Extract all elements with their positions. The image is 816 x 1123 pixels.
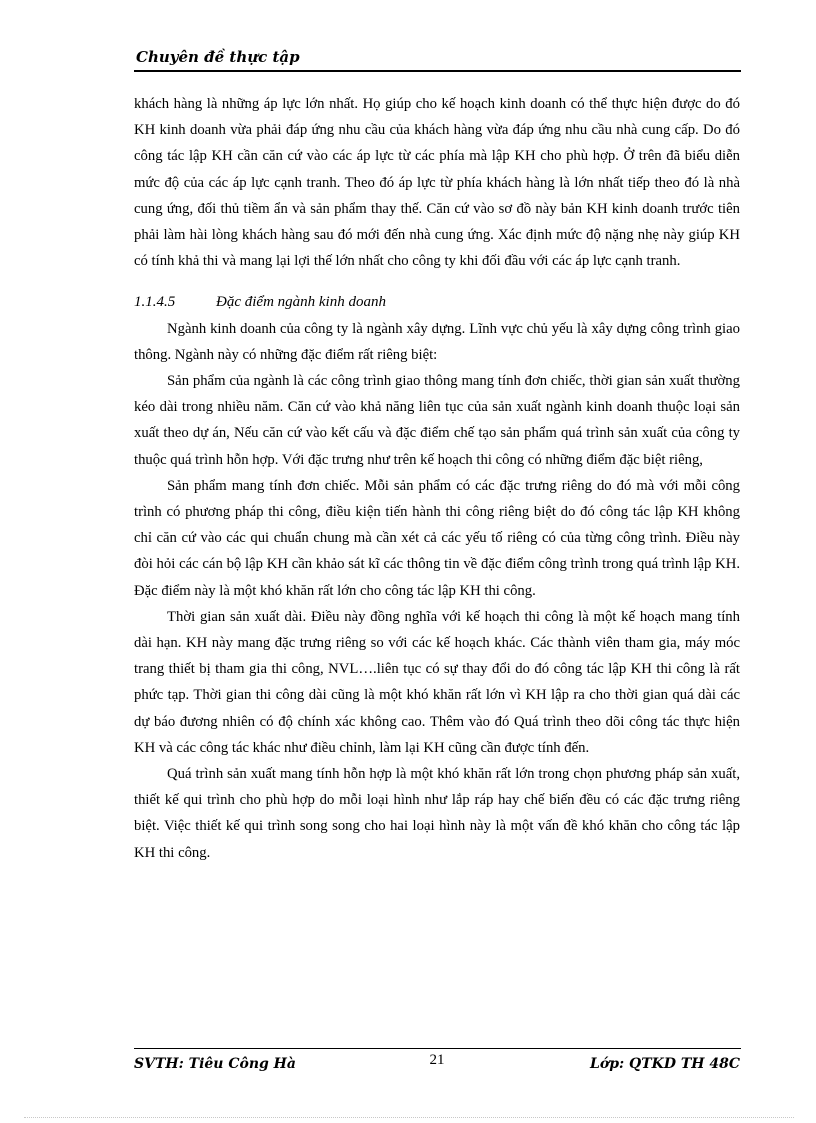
paragraph-4: Thời gian sản xuất dài. Điều này đồng nghĩa với kế hoạch thi công là một kế hoạch mang tính dài hạn. KH này mang đặc trưng riêng so với các kế hoạch khác. Các thành viên tham gia, máy móc trang thiết bị tham gia thi công, NVL….liên tục có sự thay đổi do đó công tác lập KH thi công là rất phức tạp. Thời gian thi công dài cũng là một khó khăn rất lớn vì KH lập ra cho thời gian quá dài các dự báo đương nhiên có độ chính xác không cao. Thêm vào đó Quá trình theo dõi công tác thực hiện KH và các công tác khác như điều chỉnh, làm lại KH cũng cần được tính đến.	[134, 608, 740, 756]
section-heading	[134, 289, 740, 315]
paragraph-3: Sản phẩm mang tính đơn chiếc. Mỗi sản phẩm có các đặc trưng riêng do đó mà với mỗi công trình có phương pháp thi công, điều kiện tiến hành thi công riêng biệt do đó công tác lập KH không chỉ căn cứ vào các qui chuẩn chung mà cần xét cả các yếu tố riêng có của từng công trình. Điều này đòi hỏi các cán bộ lập KH cần khảo sát kĩ các thông tin về đặc điểm công trình trong quá trình lập KH. Đặc điểm này là một khó khăn rất lớn cho công tác lập KH thi công.	[134, 477, 740, 599]
header-rule	[134, 70, 741, 72]
footer-rule	[134, 1048, 741, 1049]
section-number: 1.1.4.5	[134, 294, 176, 311]
page-bottom-border	[24, 1117, 794, 1118]
document-body	[134, 91, 740, 866]
paragraph-5: Quá trình sản xuất mang tính hỗn hợp là một khó khăn rất lớn trong chọn phương pháp sản xuất, thiết kế qui trình cho phù hợp do mỗi loại hình như lắp ráp hay chế biến đều có các đặc trưng riêng biệt. Việc thiết kế qui trình song song cho hai loại hình này là một vấn đề khó khăn cho công tác lập KH thi công.	[134, 766, 740, 861]
page-number: 21	[429, 1052, 445, 1068]
footer-student: SVTH: Tiêu Công Hà	[134, 1056, 296, 1072]
paragraph-intro: khách hàng là những áp lực lớn nhất. Họ giúp cho kế hoạch kinh doanh có thể thực hiện được do đó KH kinh doanh vừa phải đáp ứng nhu cầu của khách hàng vừa đáp ứng nhu cầu nhà cung cấp. Do đó công tác lập KH cần căn cứ vào các áp lực từ các phía mà lập KH cho phù hợp. Ở trên đã biểu diễn mức độ của các áp lực cạnh tranh. Theo đó áp lực từ phía khách hàng là lớn nhất tiếp theo đó là nhà cung ứng, đối thủ tiềm ẩn và sản phẩm thay thế. Căn cứ vào sơ đồ này bản KH kinh doanh trước tiên phải làm hài lòng khách hàng sau đó mới đến nhà cung ứng. Xác định mức độ nặng nhẹ này giúp KH có tính khả thi và mang lại lợi thế lớn nhất cho công ty khi đối đầu với các áp lực cạnh tranh.	[134, 96, 740, 270]
paragraph-1: Ngành kinh doanh của công ty là ngành xây dựng. Lĩnh vực chủ yếu là xây dựng công trình giao thông. Ngành này có những đặc điểm rất riêng biệt:	[134, 320, 740, 363]
paragraph-2: Sản phẩm của ngành là các công trình giao thông mang tính đơn chiếc, thời gian sản xuất thường kéo dài trong nhiều năm. Căn cứ vào khả năng liên tục của sản xuất ngành kinh doanh thuộc loại sản xuất theo dự án, Nếu căn cứ vào kết cấu và đặc điểm chế tạo sản phẩm quá trình sản xuất của công ty thuộc quá trình hỗn hợp. Với đặc trưng như trên kế hoạch thi công có những điểm đặc biệt riêng,	[134, 373, 740, 468]
footer-class: Lớp: QTKD TH 48C	[590, 1056, 740, 1072]
section-title: Đặc điểm ngành kinh doanh	[216, 294, 386, 311]
header-title: Chuyên đề thực tập	[136, 48, 300, 66]
